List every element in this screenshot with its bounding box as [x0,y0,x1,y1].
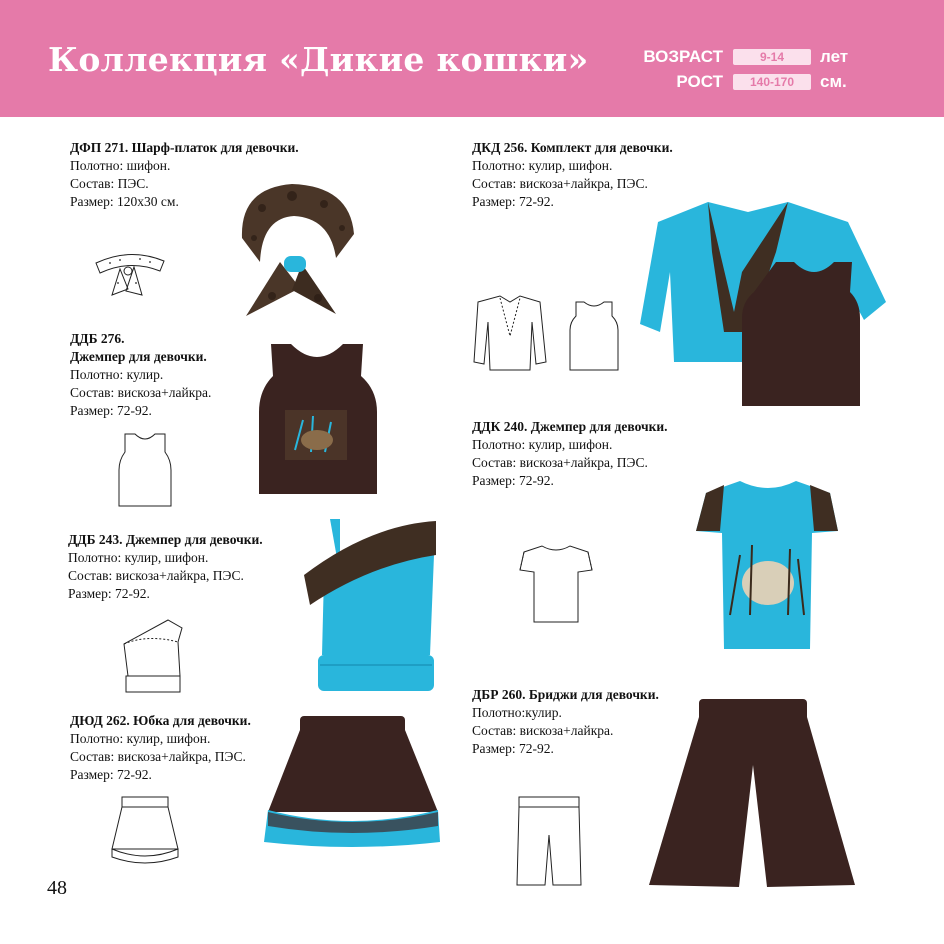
product-name: ДДБ 276. [70,331,125,346]
scarf-sketch-image [90,243,170,303]
tshirt-photo-image [690,475,845,653]
product-composition: Состав: вискоза+лайкра. [472,723,614,738]
tank-top-photo-image [255,340,380,498]
product-size: Размер: 72-92. [70,403,152,418]
height-unit: см. [820,72,847,91]
tank-top-sketch-image [115,430,175,510]
height-row [560,72,860,94]
skirt-sketch-image [108,795,182,865]
culottes-sketch-image [515,795,583,890]
product-name: ДДБ 243. Джемпер для девочки. [68,532,263,547]
product-name: ДБР 260. Бриджи для девочки. [472,687,659,702]
product-name: ДЮД 262. Юбка для девочки. [70,713,251,728]
product-composition: Состав: вискоза+лайкра, ПЭС. [472,455,648,470]
product-composition: Состав: вискоза+лайкра, ПЭС. [70,749,246,764]
product-fabric: Полотно: кулир, шифон. [472,158,613,173]
product-size: Размер: 120х30 см. [70,194,179,209]
age-value: 9-14 [733,49,811,65]
set-photo-image [638,192,890,410]
product-fabric: Полотно:кулир. [472,705,562,720]
product-size: Размер: 72-92. [472,473,554,488]
product-fabric: Полотно: кулир, шифон. [70,731,211,746]
product-culottes [472,686,659,758]
tshirt-sketch-image [516,542,596,626]
age-unit: лет [820,47,849,66]
height-label: РОСТ [676,72,723,91]
product-size: Размер: 72-92. [68,586,150,601]
skirt-photo-image [260,712,445,852]
one-shoulder-top-photo-image [300,515,440,695]
product-size: Размер: 72-92. [472,194,554,209]
product-name: ДКД 256. Комплект для девочки. [472,140,673,155]
set-sketch-image [470,292,630,376]
product-composition: Состав: ПЭС. [70,176,149,191]
page-title: Коллекция «Дикие кошки» [48,40,589,79]
product-fabric: Полотно: кулир, шифон. [68,550,209,565]
one-shoulder-top-sketch-image [118,614,188,696]
product-fabric: Полотно: шифон. [70,158,171,173]
product-skirt [70,712,251,784]
product-composition: Состав: вискоза+лайкра, ПЭС. [68,568,244,583]
product-composition: Состав: вискоза+лайкра, ПЭС. [472,176,648,191]
product-name: ДФП 271. Шарф-платок для девочки. [70,140,299,155]
product-name: ДДК 240. Джемпер для девочки. [472,419,668,434]
product-name-line2: Джемпер для девочки. [70,349,207,364]
product-fabric: Полотно: кулир, шифон. [472,437,613,452]
height-value: 140-170 [733,74,811,90]
product-tshirt [472,418,668,490]
scarf-photo-image [232,178,362,320]
age-row [560,47,860,69]
product-one-shoulder-top [68,531,263,603]
page-number: 48 [47,877,67,899]
product-size: Размер: 72-92. [70,767,152,782]
age-label: ВОЗРАСТ [643,47,723,66]
header-banner [0,0,944,117]
product-fabric: Полотно: кулир. [70,367,164,382]
product-size: Размер: 72-92. [472,741,554,756]
product-composition: Состав: вискоза+лайкра. [70,385,212,400]
product-tank-top [70,330,211,420]
culottes-photo-image [643,695,858,891]
